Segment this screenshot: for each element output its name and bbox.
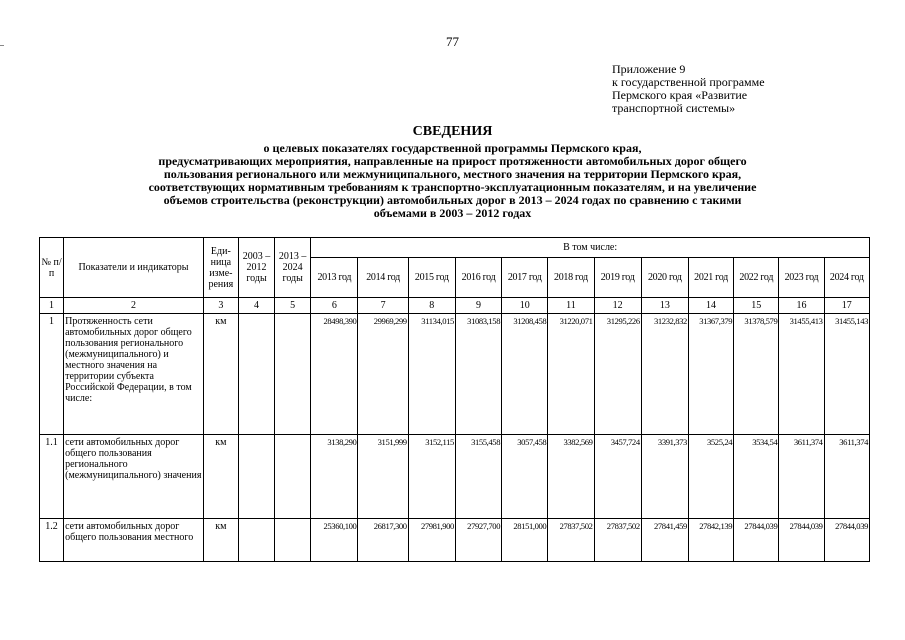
header-including: В том числе: (311, 238, 870, 258)
value-cell: 31295,226 (594, 314, 641, 435)
header-year: 2017 год (502, 258, 548, 298)
value-cell: 3151,999 (358, 435, 408, 519)
value-cell: 27837,502 (548, 519, 594, 562)
subtitle-line: объемов строительства (реконструкции) автомобильных дорог в 2013 – 2024 годах по сравнению с такими (163, 193, 742, 207)
header-year: 2019 год (594, 258, 641, 298)
header-2003-2012: 2003 – 2012 годы (238, 238, 274, 298)
column-number: 14 (688, 298, 733, 314)
header-year: 2013 год (311, 258, 358, 298)
column-number: 9 (455, 298, 501, 314)
value-cell: 27837,502 (594, 519, 641, 562)
indicator-name: сети автомобильных дорог общего пользования местного (64, 519, 204, 562)
column-number: 10 (502, 298, 548, 314)
unit-cell: км (203, 519, 238, 562)
value-cell: 27927,700 (455, 519, 501, 562)
appendix-line: Пермского края «Развитие (612, 88, 748, 102)
value-cell: 3138,290 (311, 435, 358, 519)
period-2003-2012-cell (238, 314, 274, 435)
header-year: 2014 год (358, 258, 408, 298)
value-cell: 31455,143 (824, 314, 869, 435)
period-2003-2012-cell (238, 435, 274, 519)
header-indicator: Показатели и индикаторы (64, 238, 204, 298)
indicator-name: Протяженность сети автомобильных дорог общего пользования регионального (межмуниципального) и местного значения на территории субъекта Российской Федерации, в том числе: (64, 314, 204, 435)
subtitle-line: объемами в 2003 – 2012 годах (373, 206, 532, 220)
period-2003-2012-cell (238, 519, 274, 562)
value-cell: 31134,015 (408, 314, 455, 435)
header-year: 2021 год (688, 258, 733, 298)
value-cell: 31367,379 (688, 314, 733, 435)
table-row (40, 314, 870, 435)
column-number: 6 (311, 298, 358, 314)
period-2013-2024-cell (275, 519, 311, 562)
value-cell: 27842,139 (688, 519, 733, 562)
value-cell: 28151,000 (502, 519, 548, 562)
indicator-name: сети автомобильных дорог общего пользования регионального (межмуниципального) значения (64, 435, 204, 519)
row-number: 1.1 (40, 435, 64, 519)
header-year: 2023 год (779, 258, 824, 298)
value-cell: 3152,115 (408, 435, 455, 519)
appendix-line: к государственной программе (612, 75, 765, 89)
value-cell: 27841,459 (641, 519, 688, 562)
column-number: 12 (594, 298, 641, 314)
appendix-line: Приложение 9 (612, 62, 686, 76)
value-cell: 3382,569 (548, 435, 594, 519)
subtitle-line: пользования регионального или межмуниципального, местного значения на территории Пермского края, (163, 167, 742, 181)
column-number: 15 (734, 298, 779, 314)
subtitle-line: соответствующих нормативным требованиям к транспортно-эксплуатационным показателям, и на увеличение (148, 180, 757, 194)
column-number: 5 (275, 298, 311, 314)
table-row (40, 435, 870, 519)
column-number: 16 (779, 298, 824, 314)
unit-cell: км (203, 435, 238, 519)
column-number: 13 (641, 298, 688, 314)
header-year: 2022 год (734, 258, 779, 298)
table-row (40, 519, 870, 562)
column-number: 3 (203, 298, 238, 314)
value-cell: 28498,390 (311, 314, 358, 435)
header-year: 2020 год (641, 258, 688, 298)
value-cell: 31220,071 (548, 314, 594, 435)
value-cell: 3155,458 (455, 435, 501, 519)
value-cell: 31232,832 (641, 314, 688, 435)
period-2013-2024-cell (275, 314, 311, 435)
value-cell: 31455,413 (779, 314, 824, 435)
value-cell: 26817,300 (358, 519, 408, 562)
document-subtitle (60, 142, 845, 220)
value-cell: 3525,24 (688, 435, 733, 519)
document-title: СВЕДЕНИЯ (412, 124, 493, 139)
value-cell: 31208,458 (502, 314, 548, 435)
row-number: 1 (40, 314, 64, 435)
row-number: 1.2 (40, 519, 64, 562)
value-cell: 31083,158 (455, 314, 501, 435)
value-cell: 3057,458 (502, 435, 548, 519)
column-number: 2 (64, 298, 204, 314)
value-cell: 29969,299 (358, 314, 408, 435)
header-year: 2015 год (408, 258, 455, 298)
value-cell: 27844,039 (734, 519, 779, 562)
column-number: 4 (238, 298, 274, 314)
header-year: 2024 год (824, 258, 869, 298)
column-number: 17 (824, 298, 869, 314)
subtitle-line: о целевых показателях государственной программы Пермского края, (263, 141, 642, 155)
column-number: 11 (548, 298, 594, 314)
value-cell: 27844,039 (779, 519, 824, 562)
header-no: № п/п (40, 238, 64, 298)
value-cell: 3611,374 (824, 435, 869, 519)
value-cell: 3457,724 (594, 435, 641, 519)
header-year: 2018 год (548, 258, 594, 298)
appendix-line: транспортной системы» (612, 101, 736, 115)
period-2013-2024-cell (275, 435, 311, 519)
unit-cell: км (203, 314, 238, 435)
page-number: 77 (446, 34, 459, 49)
value-cell: 25360,100 (311, 519, 358, 562)
header-year: 2016 год (455, 258, 501, 298)
column-number: 8 (408, 298, 455, 314)
indicators-table (39, 237, 870, 562)
column-number: 1 (40, 298, 64, 314)
header-unit: Еди-ница изме-рения (203, 238, 238, 298)
column-number: 7 (358, 298, 408, 314)
value-cell: 31378,579 (734, 314, 779, 435)
value-cell: 3391,373 (641, 435, 688, 519)
value-cell: 27844,039 (824, 519, 869, 562)
subtitle-line: предусматривающих мероприятия, направленные на прирост протяженности автомобильных дорог общего (158, 154, 747, 168)
value-cell: 3534,54 (734, 435, 779, 519)
appendix-note (612, 63, 765, 115)
value-cell: 3611,374 (779, 435, 824, 519)
header-2013-2024: 2013 – 2024 годы (275, 238, 311, 298)
value-cell: 27981,900 (408, 519, 455, 562)
